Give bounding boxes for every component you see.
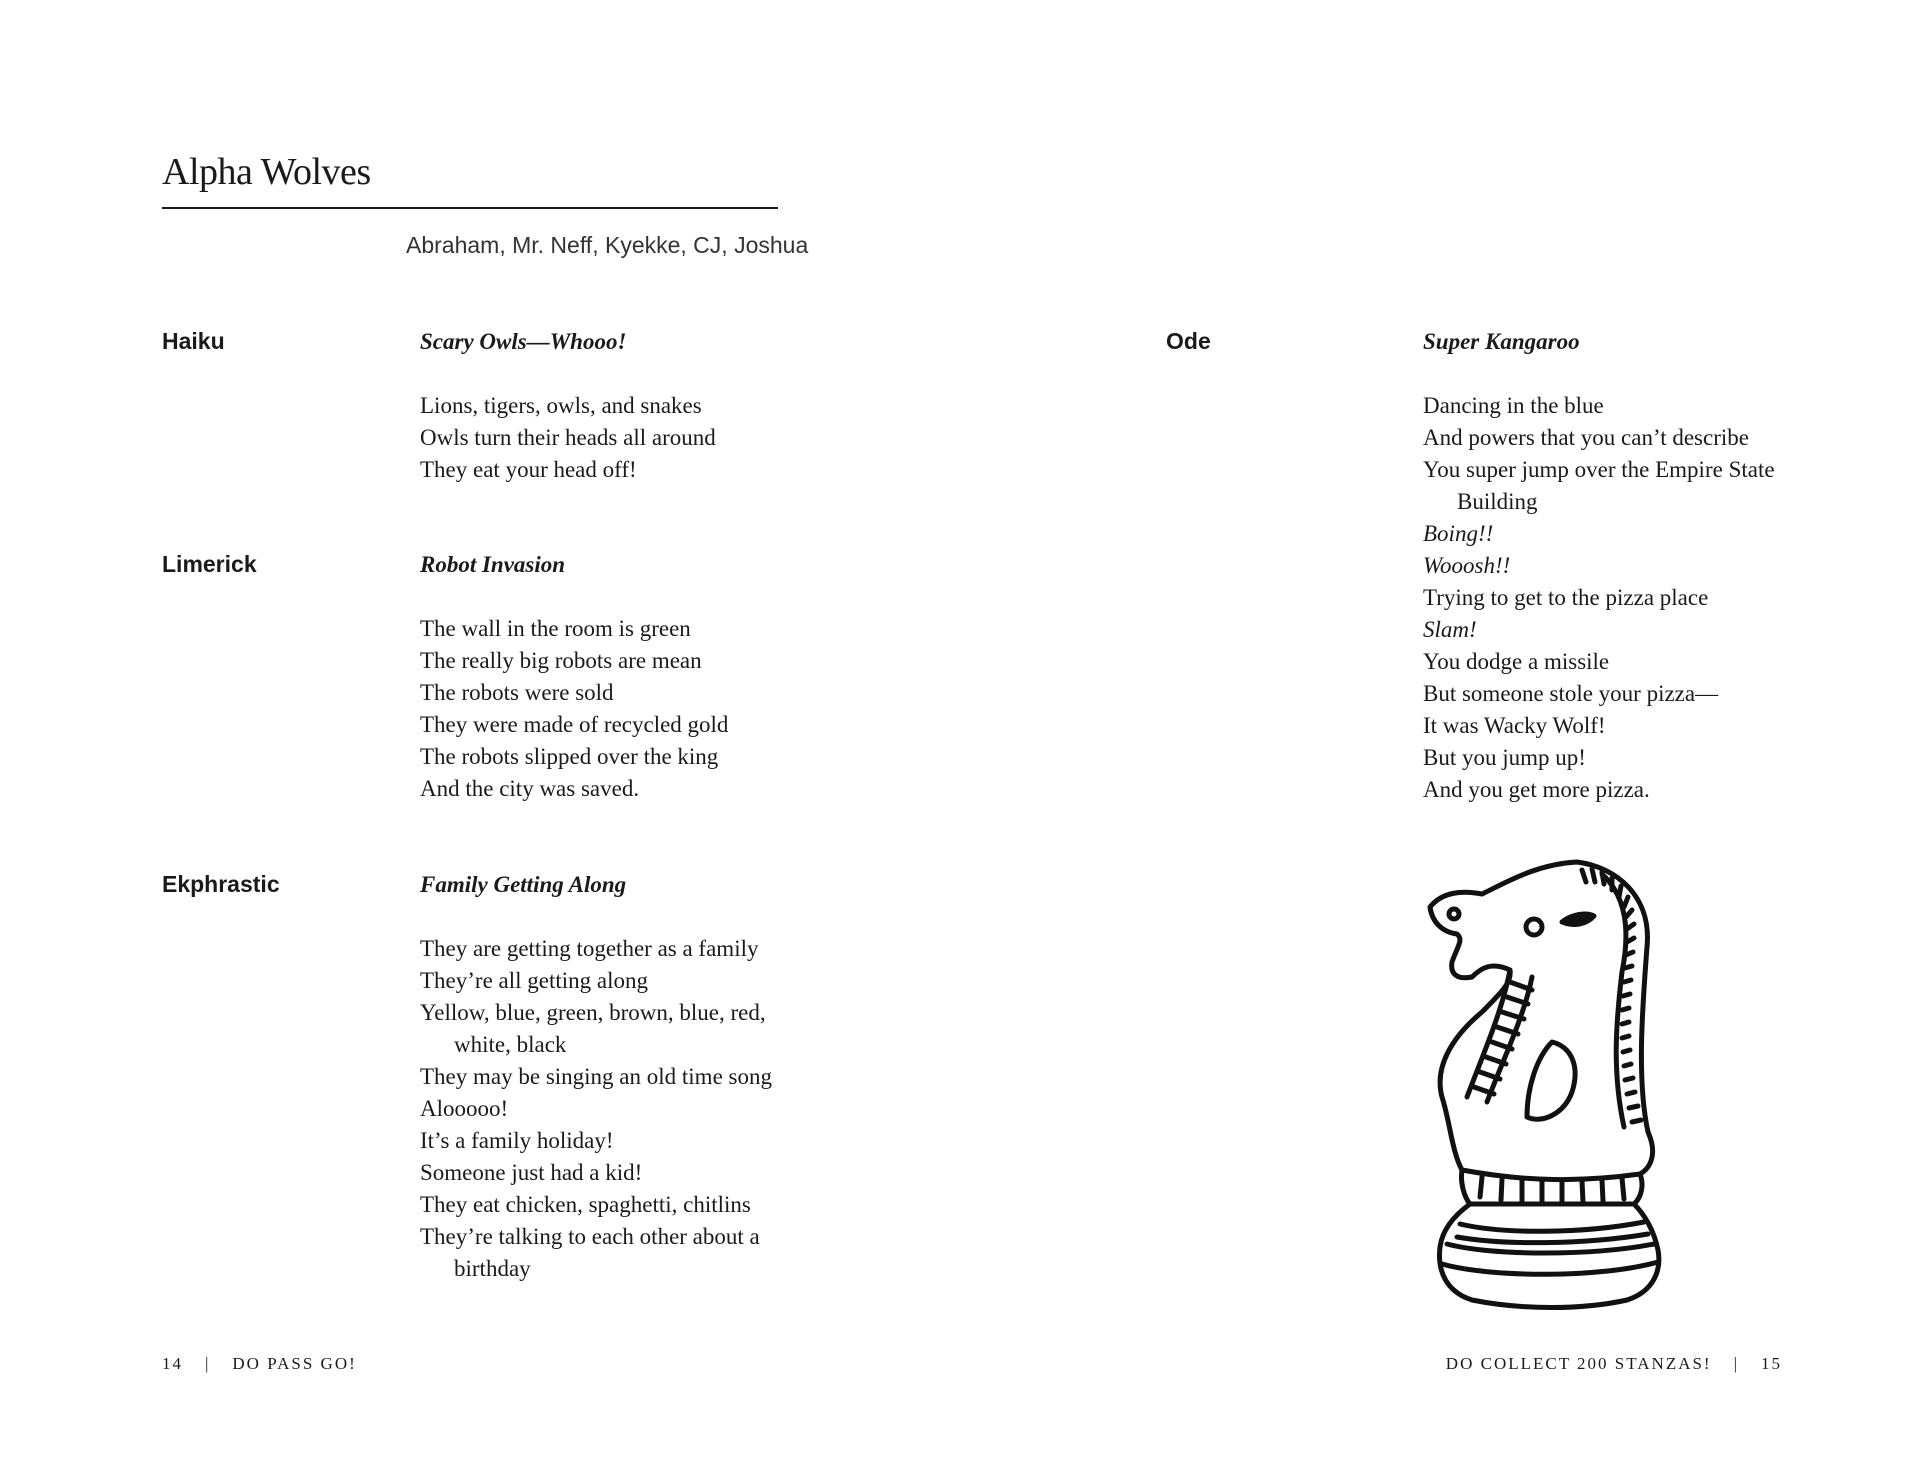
poem-line: The wall in the room is green: [420, 616, 691, 641]
poem-line: And powers that you can’t describe: [1423, 425, 1749, 450]
poem-line: The robots slipped over the king: [420, 744, 719, 769]
poem-line: Owls turn their heads all around: [420, 425, 716, 450]
poem-line: Someone just had a kid!: [420, 1160, 643, 1185]
poem-line: Dancing in the blue: [1423, 393, 1604, 418]
poem-line: Slam!: [1423, 617, 1477, 642]
poem-line: Trying to get to the pizza place: [1423, 585, 1709, 610]
poem-line: You dodge a missile: [1423, 649, 1610, 674]
poem-title: Scary Owls—Whooo!: [420, 329, 627, 354]
chess-knight-icon: [1412, 852, 1672, 1312]
poem-title: Robot Invasion: [420, 552, 566, 577]
footer-left: [162, 1354, 357, 1374]
poem-line: They may be singing an old time song: [420, 1064, 772, 1089]
poem-haiku: [420, 326, 716, 486]
poem-line: They’re all getting along: [420, 968, 649, 993]
poem-title: Super Kangaroo: [1423, 329, 1580, 354]
form-label-ekphrastic: Ekphrastic: [162, 871, 280, 897]
poem-ode: [1423, 326, 1775, 806]
page-number-left: 14: [162, 1354, 183, 1373]
page-number-right: 15: [1761, 1354, 1782, 1373]
poem-line: The really big robots are mean: [420, 648, 702, 673]
footer-separator: |: [205, 1354, 211, 1373]
form-label-haiku: Haiku: [162, 328, 225, 354]
poem-line: But someone stole your pizza—: [1423, 681, 1719, 706]
poem-line: But you jump up!: [1423, 745, 1586, 770]
poem-line: They eat your head off!: [420, 457, 637, 482]
poem-line: white, black: [454, 1032, 567, 1057]
poem-line: And the city was saved.: [420, 776, 640, 801]
poem-line: They’re talking to each other about a: [420, 1224, 760, 1249]
poem-line: Yellow, blue, green, brown, blue, red,: [420, 1000, 766, 1025]
form-label-ode: Ode: [1166, 328, 1211, 354]
poem-line: It’s a family holiday!: [420, 1128, 614, 1153]
poem-line: Lions, tigers, owls, and snakes: [420, 393, 702, 418]
poem-line: birthday: [454, 1256, 531, 1281]
footer-separator: |: [1733, 1354, 1739, 1373]
poem-line: And you get more pizza.: [1423, 777, 1650, 802]
poem-line: Alooooo!: [420, 1096, 509, 1121]
running-title-left: DO PASS GO!: [232, 1354, 357, 1373]
poem-line: Boing!!: [1423, 521, 1494, 546]
poem-line: Wooosh!!: [1423, 553, 1511, 578]
authors-line: Abraham, Mr. Neff, Kyekke, CJ, Joshua: [406, 232, 809, 258]
page-title: Alpha Wolves: [162, 151, 371, 193]
poem-line: The robots were sold: [420, 680, 614, 705]
poem-title: Family Getting Along: [420, 872, 627, 897]
poem-line: It was Wacky Wolf!: [1423, 713, 1606, 738]
poem-line: They are getting together as a family: [420, 936, 759, 961]
form-label-limerick: Limerick: [162, 551, 257, 577]
running-title-right: DO COLLECT 200 STANZAS!: [1445, 1354, 1712, 1373]
footer-right: [1446, 1354, 1782, 1374]
poem-line: You super jump over the Empire State: [1423, 457, 1775, 482]
poem-limerick: [420, 549, 728, 805]
poem-line: They were made of recycled gold: [420, 712, 729, 737]
poem-line: They eat chicken, spaghetti, chitlins: [420, 1192, 751, 1217]
poem-ekphrastic: [420, 869, 772, 1285]
poem-line: Building: [1457, 489, 1538, 514]
title-underline: [162, 207, 778, 209]
